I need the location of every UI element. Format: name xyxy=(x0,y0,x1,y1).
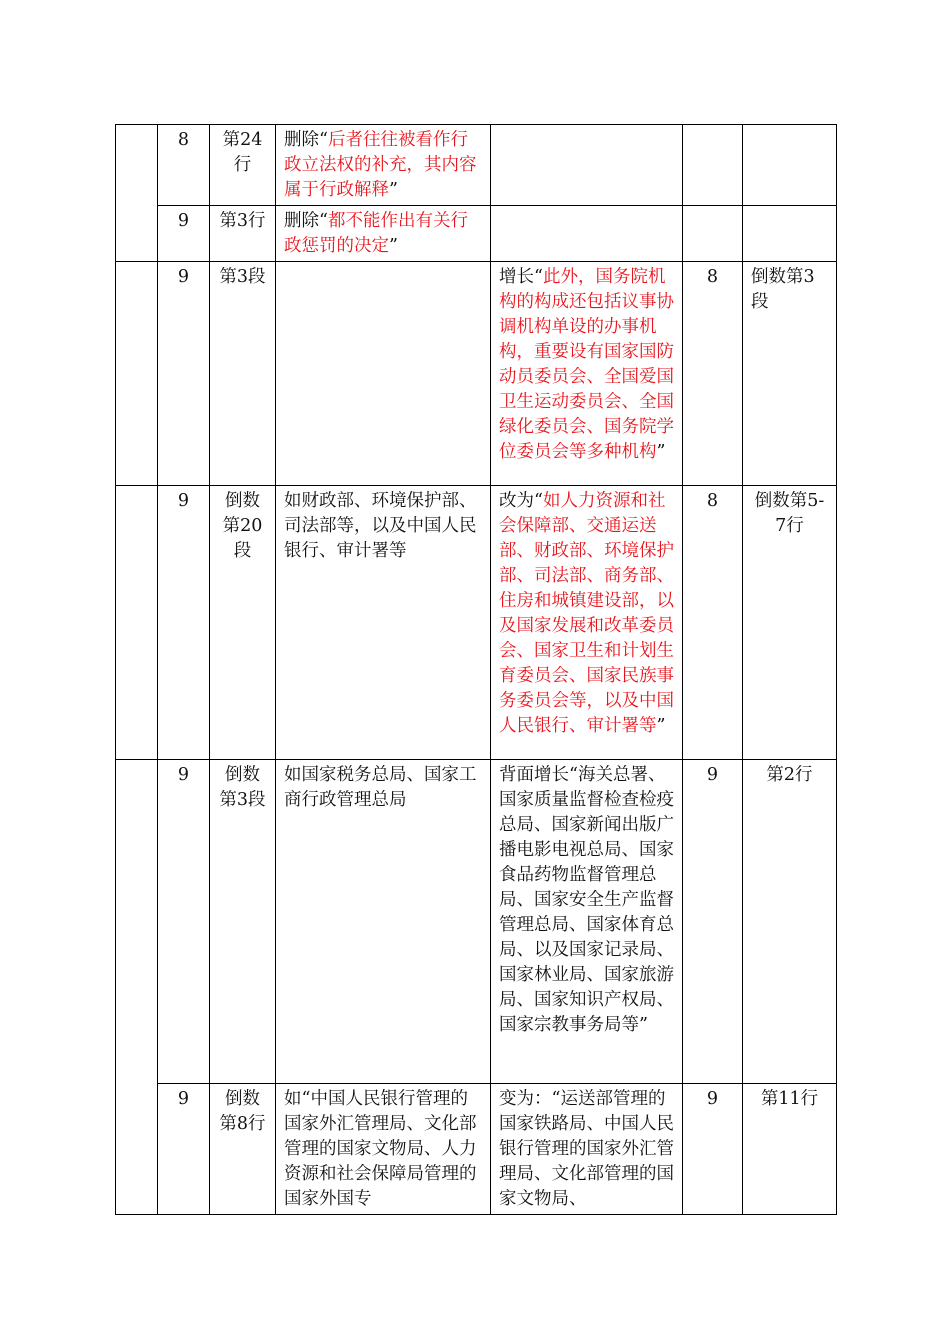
new-location-cell: 倒数第3段 xyxy=(743,262,837,486)
page-cell: 9 xyxy=(158,206,210,262)
fix-highlight: 都不能作出有关行政惩罚的决定 xyxy=(284,211,468,256)
new-location-cell xyxy=(743,206,837,262)
original-text-cell: 如财政部、环境保护部、司法部等，以及中国人民银行、审计署等 xyxy=(276,486,491,760)
fix-cell xyxy=(276,206,491,262)
fix-highlight: 如人力资源和社会保障部、交通运送部、财政部、环境保护部、司法部、商务部、住房和城镇建设部，以及国家发展和改革委员会、国家卫生和计划生育委员会、国家民族事务委员会等，以及中国人民银行、审计署等 xyxy=(499,491,674,736)
fix-prefix: 删除“ xyxy=(284,211,328,231)
original-text-cell: 如国家税务总局、国家工商行政管理总局 xyxy=(276,760,491,1084)
fix-cell xyxy=(276,125,491,206)
new-page-cell: 8 xyxy=(683,486,743,760)
fix-prefix: 变为：“运送部管理的国家铁路局、中国人民银行管理的国家外汇管理局、文化部管理的国家文物局、 xyxy=(499,1089,674,1209)
fix-prefix: 背面增长“海关总署、国家质量监督检查检疫总局、国家新闻出版广播电影电视总局、国家食品药物监督管理总局、国家安全生产监督管理总局、国家体育总局、以及国家记录局、国家林业局、国家旅游局、国家知识产权局、国家宗教事务局等” xyxy=(499,765,674,1035)
original-text-cell xyxy=(276,262,491,486)
original-text-cell xyxy=(491,125,683,206)
errata-table xyxy=(115,124,837,1215)
fix-suffix: ” xyxy=(656,716,666,736)
new-location-cell xyxy=(743,125,837,206)
table-row xyxy=(116,1084,837,1215)
new-location-cell: 倒数第5-7行 xyxy=(743,486,837,760)
table-row xyxy=(116,125,837,206)
fix-highlight: 后者往往被看作行政立法权的补充，其内容属于行政解释 xyxy=(284,130,477,200)
fix-suffix: ” xyxy=(656,442,666,462)
location-cell: 倒数第8行 xyxy=(210,1084,276,1215)
fix-suffix: ” xyxy=(389,180,398,200)
group-cell xyxy=(116,262,158,486)
fix-prefix: 增长“ xyxy=(499,267,543,287)
group-cell xyxy=(116,125,158,262)
fix-cell xyxy=(491,760,683,1084)
new-location-cell: 第2行 xyxy=(743,760,837,1084)
location-cell: 倒数第20段 xyxy=(210,486,276,760)
location-cell: 第24行 xyxy=(210,125,276,206)
fix-cell xyxy=(491,486,683,760)
group-cell xyxy=(116,486,158,760)
page-cell: 9 xyxy=(158,1084,210,1215)
new-page-cell xyxy=(683,125,743,206)
fix-prefix: 改为“ xyxy=(499,491,543,511)
fix-cell xyxy=(491,1084,683,1215)
table-row xyxy=(116,206,837,262)
fix-cell xyxy=(491,262,683,486)
new-page-cell: 9 xyxy=(683,760,743,1084)
table-row xyxy=(116,760,837,1084)
location-cell: 倒数第3段 xyxy=(210,760,276,1084)
table-row xyxy=(116,486,837,760)
page-cell: 9 xyxy=(158,486,210,760)
fix-highlight: 此外，国务院机构的构成还包括议事协调机构单设的办事机构，重要设有国家国防动员委员会、全国爱国卫生运动委员会、全国绿化委员会、国务院学位委员会等多种机构 xyxy=(499,267,674,462)
new-page-cell xyxy=(683,206,743,262)
fix-prefix: 删除“ xyxy=(284,130,328,150)
page-cell: 9 xyxy=(158,760,210,1084)
new-location-cell: 第11行 xyxy=(743,1084,837,1215)
page-cell: 8 xyxy=(158,125,210,206)
fix-suffix: ” xyxy=(389,236,398,256)
new-page-cell: 9 xyxy=(683,1084,743,1215)
location-cell: 第3行 xyxy=(210,206,276,262)
original-text-cell: 如“中国人民银行管理的国家外汇管理局、文化部管理的国家文物局、人力资源和社会保障局管理的国家外国专 xyxy=(276,1084,491,1215)
new-page-cell: 8 xyxy=(683,262,743,486)
table-row xyxy=(116,262,837,486)
page-cell: 9 xyxy=(158,262,210,486)
original-text-cell xyxy=(491,206,683,262)
group-cell xyxy=(116,760,158,1215)
location-cell: 第3段 xyxy=(210,262,276,486)
